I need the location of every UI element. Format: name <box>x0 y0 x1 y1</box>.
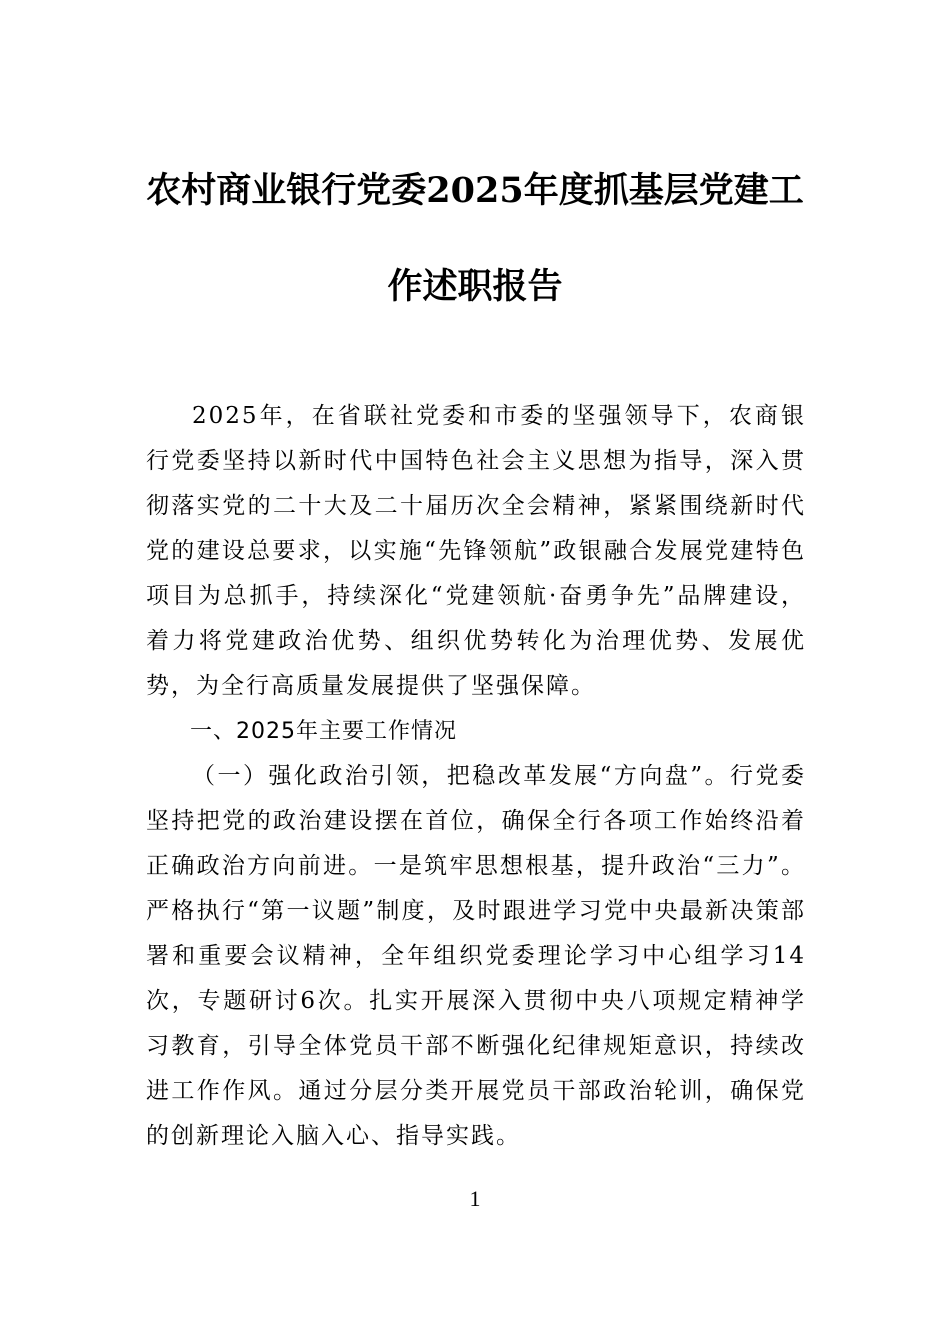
document-title-line-2: 作述职报告 <box>387 266 563 307</box>
intro-paragraph: 2025年，在省联社党委和市委的坚强领导下，农商银行党委坚持以新时代中国特色社会主义思想为指导，深入贯彻落实党的二十大及二十届历次全会精神，紧紧围绕新时代党的建设总要求，以实施“先锋领航”政银融合发展党建特色项目为总抓手，持续深化“党建领航·奋勇争先”品牌建设，着力将党建政治优势、组织优势转化为治理优势、发展优势，为全行高质量发展提供了坚强保障。 <box>146 403 806 699</box>
section-paragraph: （一）强化政治引领，把稳改革发展“方向盘”。行党委坚持把党的政治建设摆在首位，确保全行各项工作始终沿着正确政治方向前进。一是筑牢思想根基，提升政治“三力”。严格执行“第一议题”制度，及时跟进学习党中央最新决策部署和重要会议精神，全年组织党委理论学习中心组学习14次，专题研讨6次。扎实开展深入贯彻中央八项规定精神学习教育，引导全体党员干部不断强化纪律规矩意识，持续改进工作作风。通过分层分类开展党员干部政治轮训，确保党的创新理论入脑入心、指导实践。 <box>146 763 806 1149</box>
document-title-line-1: 农村商业银行党委2025年度抓基层党建工 <box>146 170 804 211</box>
page-number: 1 <box>469 1186 481 1211</box>
document-body <box>146 394 806 1159</box>
section-heading: 一、2025年主要工作情况 <box>190 719 457 744</box>
